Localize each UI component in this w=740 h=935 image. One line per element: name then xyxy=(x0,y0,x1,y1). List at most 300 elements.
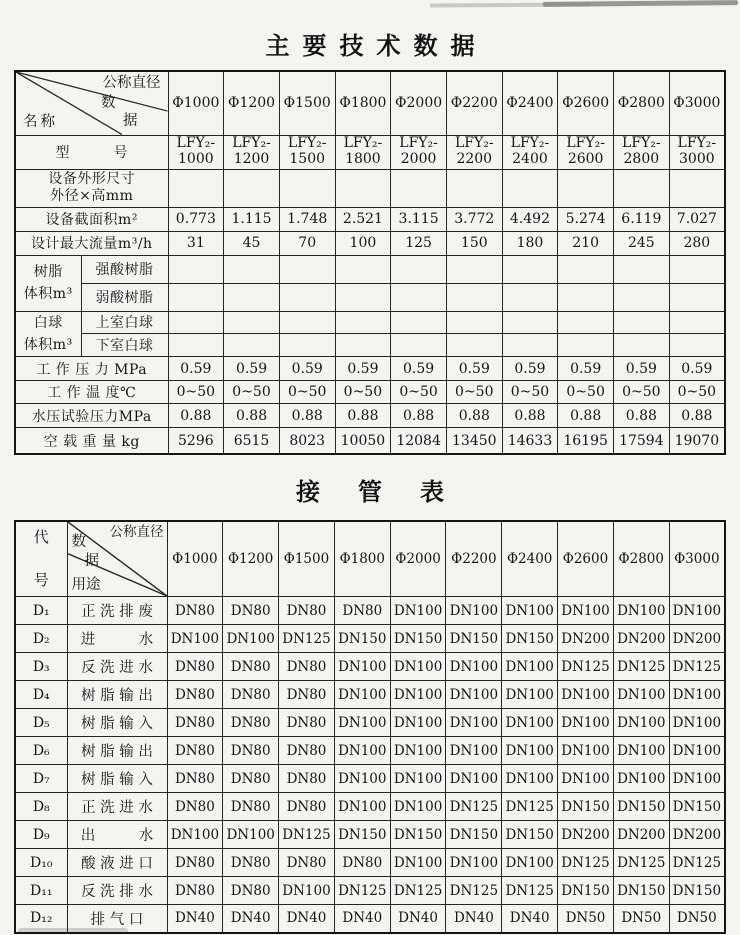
pipe-size-cell: DN100 xyxy=(669,681,725,709)
pipe-size-cell: DN150 xyxy=(446,821,502,849)
model-number: 3000 xyxy=(679,151,715,167)
row-label-working-temperature: 工 作 温 度℃ xyxy=(15,381,168,404)
pipe-size-cell: DN80 xyxy=(167,849,223,877)
corner-label-data-char2: 据 xyxy=(84,553,99,569)
pipe-size-cell: DN80 xyxy=(279,793,335,821)
pipe-size-cell: DN125 xyxy=(669,653,725,681)
pipe-size-cell: DN100 xyxy=(669,709,725,737)
row-label-cross-section: 设备截面积m² xyxy=(15,207,168,231)
pipe-size-cell: DN100 xyxy=(669,597,725,625)
pipe-size-cell: DN80 xyxy=(167,653,223,681)
model-cell xyxy=(335,135,391,169)
pipe-size-cell: DN100 xyxy=(502,849,558,877)
model-prefix: LFY₂- xyxy=(510,135,550,152)
diameter-header-cell: Φ2600 xyxy=(558,521,614,597)
corner-label-diameter: 公称直径 xyxy=(109,524,164,540)
pipe-code: D₁ xyxy=(15,597,67,625)
max-flow-cell: 45 xyxy=(224,231,280,255)
pipe-size-cell: DN80 xyxy=(223,653,279,681)
pipe-size-cell: DN40 xyxy=(390,905,446,933)
code-label-char2: 号 xyxy=(33,571,49,589)
model-prefix: LFY₂- xyxy=(399,135,438,152)
pipe-size-cell: DN150 xyxy=(669,793,725,821)
pipe-code: D₃ xyxy=(15,653,67,681)
resin-cell xyxy=(614,255,670,283)
pipe-size-cell: DN50 xyxy=(613,905,669,933)
pipe-size-cell: DN40 xyxy=(167,905,223,933)
pipe-corner-code-cell xyxy=(15,521,67,597)
model-number: 2400 xyxy=(512,151,548,167)
diameter-header-cell: Φ1500 xyxy=(279,71,335,135)
pipe-size-cell: DN100 xyxy=(167,821,223,849)
model-number: 2600 xyxy=(567,151,604,167)
cross-section-cell: 0.773 xyxy=(168,207,224,231)
resin-cell xyxy=(391,283,447,311)
pipe-size-cell: DN150 xyxy=(558,877,614,905)
pipe-size-cell: DN80 xyxy=(279,849,335,877)
pipe-size-cell: DN150 xyxy=(334,625,390,653)
diameter-header-cell: Φ2400 xyxy=(502,71,558,135)
group-label-ball-volume xyxy=(15,311,81,357)
max-flow-row xyxy=(15,231,725,255)
pipe-size-cell: DN80 xyxy=(279,653,335,681)
empty-weight-cell: 17594 xyxy=(614,428,670,454)
pipe-size-cell: DN150 xyxy=(446,625,502,653)
pipe-size-cell: DN100 xyxy=(334,653,390,681)
pipe-size-cell: DN100 xyxy=(167,625,223,653)
hydro-test-pressure-row xyxy=(15,404,725,428)
code-label-char1: 代 xyxy=(33,528,49,546)
pipe-size-cell: DN100 xyxy=(613,681,669,709)
pipe-size-cell: DN125 xyxy=(446,793,502,821)
working-pressure-cell: 0.59 xyxy=(614,357,670,381)
working-temperature-cell: 0~50 xyxy=(224,381,280,404)
pipe-size-cell: DN100 xyxy=(446,681,502,709)
pipe-row-d12 xyxy=(15,905,725,933)
pipe-size-cell: DN80 xyxy=(223,681,279,709)
pipe-size-cell: DN150 xyxy=(613,793,669,821)
pipe-header-row xyxy=(15,521,725,597)
pipe-size-cell: DN80 xyxy=(279,597,335,625)
resin-cell xyxy=(502,283,558,311)
cross-section-cell: 3.772 xyxy=(446,207,502,231)
hydro-test-pressure-cell: 0.88 xyxy=(391,404,447,428)
ball-cell xyxy=(391,311,447,334)
pipe-size-cell: DN80 xyxy=(279,765,335,793)
pipe-size-cell: DN80 xyxy=(223,765,279,793)
ball-cell xyxy=(335,311,391,334)
model-prefix: LFY₂- xyxy=(343,135,383,152)
ball-cell xyxy=(446,311,502,334)
pipe-size-cell: DN100 xyxy=(334,681,390,709)
pipe-use: 正 洗 排 废 xyxy=(67,597,167,625)
row-label-dimensions xyxy=(15,169,168,207)
diameter-header-cell: Φ2400 xyxy=(502,521,558,597)
pipe-size-cell: DN150 xyxy=(334,821,390,849)
pipe-size-cell: DN200 xyxy=(613,625,669,653)
model-cell xyxy=(669,135,725,169)
diameter-header-cell: Φ1000 xyxy=(167,521,223,597)
model-number: 2200 xyxy=(456,151,493,167)
pipe-size-cell: DN80 xyxy=(279,737,335,765)
pipe-size-cell: DN125 xyxy=(446,877,502,905)
pipe-size-cell: DN80 xyxy=(167,709,223,737)
pipe-size-cell: DN100 xyxy=(446,737,502,765)
hydro-test-pressure-cell: 0.88 xyxy=(335,404,391,428)
pipe-size-cell: DN100 xyxy=(558,597,614,625)
pipe-row-d8 xyxy=(15,793,725,821)
pipe-size-cell: DN80 xyxy=(167,681,223,709)
pipe-code: D₉ xyxy=(15,821,67,849)
pipe-use: 进 水 xyxy=(67,625,167,653)
pipe-size-cell: DN100 xyxy=(558,737,614,765)
working-temperature-cell: 0~50 xyxy=(614,381,670,404)
model-number: 1800 xyxy=(345,151,381,167)
empty-weight-cell: 13450 xyxy=(446,428,502,454)
hydro-test-pressure-cell: 0.88 xyxy=(502,404,558,428)
pipe-code: D₁₀ xyxy=(15,849,67,877)
pipe-code: D₈ xyxy=(15,793,67,821)
cross-section-cell: 1.115 xyxy=(224,207,280,231)
pipe-size-cell: DN40 xyxy=(502,905,558,933)
strong-acid-resin-row xyxy=(15,255,725,283)
pipe-use: 树 脂 输 出 xyxy=(67,681,167,709)
pipe-size-cell: DN100 xyxy=(390,737,446,765)
resin-cell xyxy=(279,255,335,283)
max-flow-cell: 70 xyxy=(279,231,335,255)
pipe-size-cell: DN150 xyxy=(390,625,446,653)
resin-cell xyxy=(502,255,558,283)
ball-cell xyxy=(558,311,614,334)
max-flow-cell: 180 xyxy=(502,231,558,255)
pipe-row-d1 xyxy=(15,597,725,625)
ball-label-line1: 白球 xyxy=(33,314,63,331)
pipe-size-cell: DN100 xyxy=(334,793,390,821)
pipe-size-cell: DN100 xyxy=(279,877,335,905)
working-temperature-cell: 0~50 xyxy=(168,381,224,404)
resin-cell xyxy=(669,283,725,311)
pipe-size-cell: DN125 xyxy=(669,849,725,877)
pipe-size-cell: DN100 xyxy=(446,597,502,625)
dimensions-cell xyxy=(446,169,502,207)
sub-label-strong-acid-resin: 强酸树脂 xyxy=(81,255,168,283)
model-prefix: LFY₂- xyxy=(677,135,717,152)
diameter-header-cell: Φ2600 xyxy=(558,71,614,135)
cross-section-cell: 2.521 xyxy=(335,207,391,231)
ball-label-line2: 体积m³ xyxy=(23,336,73,353)
weak-acid-resin-row xyxy=(15,283,725,311)
pipe-code: D₂ xyxy=(15,625,67,653)
pipe-size-cell: DN80 xyxy=(334,597,390,625)
sub-label-upper-ball: 上室白球 xyxy=(81,311,168,334)
pipe-size-cell: DN125 xyxy=(279,625,335,653)
pipe-size-cell: DN125 xyxy=(279,821,335,849)
dimensions-cell xyxy=(502,169,558,207)
model-prefix: LFY₂- xyxy=(566,135,605,152)
tech-data-table xyxy=(14,70,726,455)
model-cell xyxy=(391,135,447,169)
working-temperature-cell: 0~50 xyxy=(558,381,614,404)
pipe-use: 树 脂 输 出 xyxy=(67,737,167,765)
max-flow-cell: 125 xyxy=(391,231,447,255)
model-cell xyxy=(168,135,224,169)
upper-ball-row xyxy=(15,311,725,334)
pipe-use: 树 脂 输 入 xyxy=(67,765,167,793)
max-flow-cell: 280 xyxy=(669,231,725,255)
ball-cell xyxy=(669,334,725,357)
diameter-header-cell: Φ3000 xyxy=(669,521,725,597)
model-number: 1000 xyxy=(178,151,214,167)
model-cell xyxy=(279,135,335,169)
corner-label-data-char1: 数 xyxy=(71,534,86,550)
resin-cell xyxy=(669,255,725,283)
corner-label-data-char1: 数 xyxy=(101,95,116,111)
pipe-size-cell: DN80 xyxy=(167,765,223,793)
pipe-size-cell: DN100 xyxy=(613,737,669,765)
pipe-size-cell: DN200 xyxy=(669,625,725,653)
resin-cell xyxy=(168,255,224,283)
pipe-size-cell: DN100 xyxy=(502,597,558,625)
pipe-row-d9 xyxy=(15,821,725,849)
diameter-header-cell: Φ2000 xyxy=(390,521,446,597)
corner-label-diameter: 公称直径 xyxy=(102,75,161,91)
cross-section-cell: 7.027 xyxy=(669,207,725,231)
pipe-size-cell: DN40 xyxy=(279,905,335,933)
dimensions-label-line2: 外径×高mm xyxy=(50,188,134,204)
pipe-size-cell: DN100 xyxy=(390,681,446,709)
pipe-size-cell: DN80 xyxy=(223,877,279,905)
pipe-size-cell: DN80 xyxy=(223,737,279,765)
pipe-size-cell: DN100 xyxy=(334,737,390,765)
diameter-header-cell: Φ1800 xyxy=(334,521,390,597)
pipe-row-d2 xyxy=(15,625,725,653)
pipe-size-cell: DN100 xyxy=(223,625,279,653)
pipe-size-cell: DN100 xyxy=(446,849,502,877)
pipe-size-cell: DN80 xyxy=(167,877,223,905)
ball-cell xyxy=(224,311,280,334)
lower-ball-row xyxy=(15,334,725,357)
diameter-header-cell: Φ2800 xyxy=(613,521,669,597)
cross-section-row xyxy=(15,207,725,231)
working-pressure-row xyxy=(15,357,725,381)
pipe-use: 出 水 xyxy=(67,821,167,849)
hydro-test-pressure-cell: 0.88 xyxy=(446,404,502,428)
pipe-size-cell: DN80 xyxy=(167,793,223,821)
pipe-size-cell: DN125 xyxy=(613,653,669,681)
empty-weight-row xyxy=(15,428,725,454)
working-temperature-cell: 0~50 xyxy=(391,381,447,404)
pipe-connection-table xyxy=(14,520,726,934)
model-prefix: LFY₂- xyxy=(287,135,327,152)
diameter-header-cell: Φ1200 xyxy=(224,71,280,135)
pipe-use: 正 洗 进 水 xyxy=(67,793,167,821)
resin-cell xyxy=(224,283,280,311)
pipe-size-cell: DN100 xyxy=(613,597,669,625)
dimensions-row xyxy=(15,169,725,207)
pipe-size-cell: DN125 xyxy=(558,653,614,681)
resin-label-line2: 体积m³ xyxy=(23,286,73,302)
working-temperature-cell: 0~50 xyxy=(669,381,725,404)
model-cell xyxy=(558,135,614,169)
pipe-table-title: 接管表 xyxy=(296,478,482,506)
hydro-test-pressure-cell: 0.88 xyxy=(669,404,725,428)
working-pressure-cell: 0.59 xyxy=(168,357,224,381)
working-pressure-cell: 0.59 xyxy=(669,357,725,381)
model-cell xyxy=(446,135,502,169)
ball-cell xyxy=(279,311,335,334)
pipe-size-cell: DN100 xyxy=(558,765,614,793)
diameter-header-cell: Φ1800 xyxy=(335,71,391,135)
resin-cell xyxy=(391,255,447,283)
pipe-size-cell: DN125 xyxy=(334,877,390,905)
pipe-size-cell: DN40 xyxy=(334,905,390,933)
model-cell xyxy=(224,135,280,169)
pipe-size-cell: DN80 xyxy=(167,597,223,625)
empty-weight-cell: 12084 xyxy=(391,428,447,454)
pipe-size-cell: DN100 xyxy=(390,849,446,877)
pipe-size-cell: DN100 xyxy=(613,709,669,737)
pipe-size-cell: DN50 xyxy=(669,905,725,933)
ball-cell xyxy=(168,334,224,357)
resin-label-line1: 树脂 xyxy=(33,263,63,280)
ball-cell xyxy=(614,311,670,334)
resin-cell xyxy=(558,283,614,311)
hydro-test-pressure-cell: 0.88 xyxy=(224,404,280,428)
pipe-size-cell: DN100 xyxy=(446,653,502,681)
corner-label-name: 名称 xyxy=(23,114,58,130)
row-label-hydro-test-pressure: 水压试验压力MPa xyxy=(15,404,168,428)
empty-weight-cell: 19070 xyxy=(669,428,725,454)
cross-section-cell: 5.274 xyxy=(558,207,614,231)
group-label-resin-volume xyxy=(15,255,81,311)
pipe-size-cell: DN100 xyxy=(502,737,558,765)
empty-weight-cell: 8023 xyxy=(279,428,335,454)
working-temperature-cell: 0~50 xyxy=(502,381,558,404)
pipe-size-cell: DN100 xyxy=(390,765,446,793)
working-pressure-cell: 0.59 xyxy=(279,357,335,381)
scan-artifact-top-light xyxy=(430,2,590,7)
pipe-size-cell: DN40 xyxy=(223,905,279,933)
dimensions-cell xyxy=(224,169,280,207)
resin-cell xyxy=(558,255,614,283)
cross-section-cell: 6.119 xyxy=(614,207,670,231)
working-pressure-cell: 0.59 xyxy=(502,357,558,381)
max-flow-cell: 245 xyxy=(614,231,670,255)
pipe-size-cell: DN100 xyxy=(446,765,502,793)
pipe-size-cell: DN100 xyxy=(446,709,502,737)
pipe-use: 酸 液 进 口 xyxy=(67,849,167,877)
max-flow-cell: 100 xyxy=(335,231,391,255)
pipe-size-cell: DN100 xyxy=(669,765,725,793)
pipe-row-d7 xyxy=(15,765,725,793)
empty-weight-cell: 5296 xyxy=(168,428,224,454)
max-flow-cell: 31 xyxy=(168,231,224,255)
ball-cell xyxy=(669,311,725,334)
resin-cell xyxy=(335,283,391,311)
pipe-size-cell: DN80 xyxy=(279,709,335,737)
ball-cell xyxy=(446,334,502,357)
dimensions-cell xyxy=(391,169,447,207)
hydro-test-pressure-cell: 0.88 xyxy=(168,404,224,428)
working-pressure-cell: 0.59 xyxy=(335,357,391,381)
cross-section-cell: 4.492 xyxy=(502,207,558,231)
ball-cell xyxy=(614,334,670,357)
corner-label-data-char2: 据 xyxy=(123,113,138,129)
working-temperature-cell: 0~50 xyxy=(279,381,335,404)
dimensions-cell xyxy=(335,169,391,207)
dimensions-cell xyxy=(279,169,335,207)
pipe-use: 排 气 口 xyxy=(67,905,167,933)
pipe-size-cell: DN100 xyxy=(334,709,390,737)
pipe-row-d6 xyxy=(15,737,725,765)
pipe-use: 反 洗 进 水 xyxy=(67,653,167,681)
pipe-size-cell: DN80 xyxy=(223,849,279,877)
pipe-size-cell: DN100 xyxy=(502,681,558,709)
dimensions-cell xyxy=(614,169,670,207)
ball-cell xyxy=(224,334,280,357)
ball-cell xyxy=(558,334,614,357)
pipe-row-d10 xyxy=(15,849,725,877)
resin-cell xyxy=(446,283,502,311)
model-row xyxy=(15,135,725,169)
max-flow-cell: 150 xyxy=(446,231,502,255)
row-label-model: 型 号 xyxy=(15,135,168,169)
pipe-size-cell: DN100 xyxy=(502,653,558,681)
pipe-size-cell: DN80 xyxy=(279,681,335,709)
pipe-size-cell: DN80 xyxy=(223,709,279,737)
pipe-size-cell: DN150 xyxy=(390,821,446,849)
resin-cell xyxy=(168,283,224,311)
pipe-size-cell: DN80 xyxy=(223,597,279,625)
diameter-header-cell: Φ3000 xyxy=(669,71,725,135)
pipe-size-cell: DN80 xyxy=(334,849,390,877)
pipe-size-cell: DN200 xyxy=(669,821,725,849)
diameter-header-cell: Φ2200 xyxy=(446,521,502,597)
sub-label-lower-ball: 下室白球 xyxy=(81,334,168,357)
pipe-size-cell: DN50 xyxy=(558,905,614,933)
tech-header-row xyxy=(15,71,725,135)
tech-table-title: 主要技术数据 xyxy=(265,32,488,60)
tech-corner-cell xyxy=(15,71,168,135)
model-prefix: LFY₂- xyxy=(232,135,271,152)
ball-cell xyxy=(391,334,447,357)
dimensions-cell xyxy=(558,169,614,207)
pipe-row-d4 xyxy=(15,681,725,709)
pipe-size-cell: DN125 xyxy=(390,877,446,905)
pipe-size-cell: DN150 xyxy=(502,625,558,653)
resin-cell xyxy=(279,283,335,311)
working-pressure-cell: 0.59 xyxy=(446,357,502,381)
pipe-code: D₄ xyxy=(15,681,67,709)
model-number: 1500 xyxy=(289,151,326,167)
model-prefix: LFY₂- xyxy=(176,135,216,152)
working-temperature-row xyxy=(15,381,725,404)
pipe-code: D₅ xyxy=(15,709,67,737)
pipe-size-cell: DN125 xyxy=(558,849,614,877)
pipe-code: D₁₂ xyxy=(15,905,67,933)
pipe-size-cell: DN40 xyxy=(446,905,502,933)
pipe-size-cell: DN150 xyxy=(502,821,558,849)
working-temperature-cell: 0~50 xyxy=(446,381,502,404)
pipe-size-cell: DN200 xyxy=(613,821,669,849)
diameter-header-cell: Φ2000 xyxy=(391,71,447,135)
diameter-header-cell: Φ1200 xyxy=(223,521,279,597)
pipe-size-cell: DN100 xyxy=(390,709,446,737)
working-pressure-cell: 0.59 xyxy=(391,357,447,381)
pipe-size-cell: DN150 xyxy=(669,877,725,905)
pipe-size-cell: DN100 xyxy=(390,597,446,625)
pipe-size-cell: DN100 xyxy=(502,709,558,737)
